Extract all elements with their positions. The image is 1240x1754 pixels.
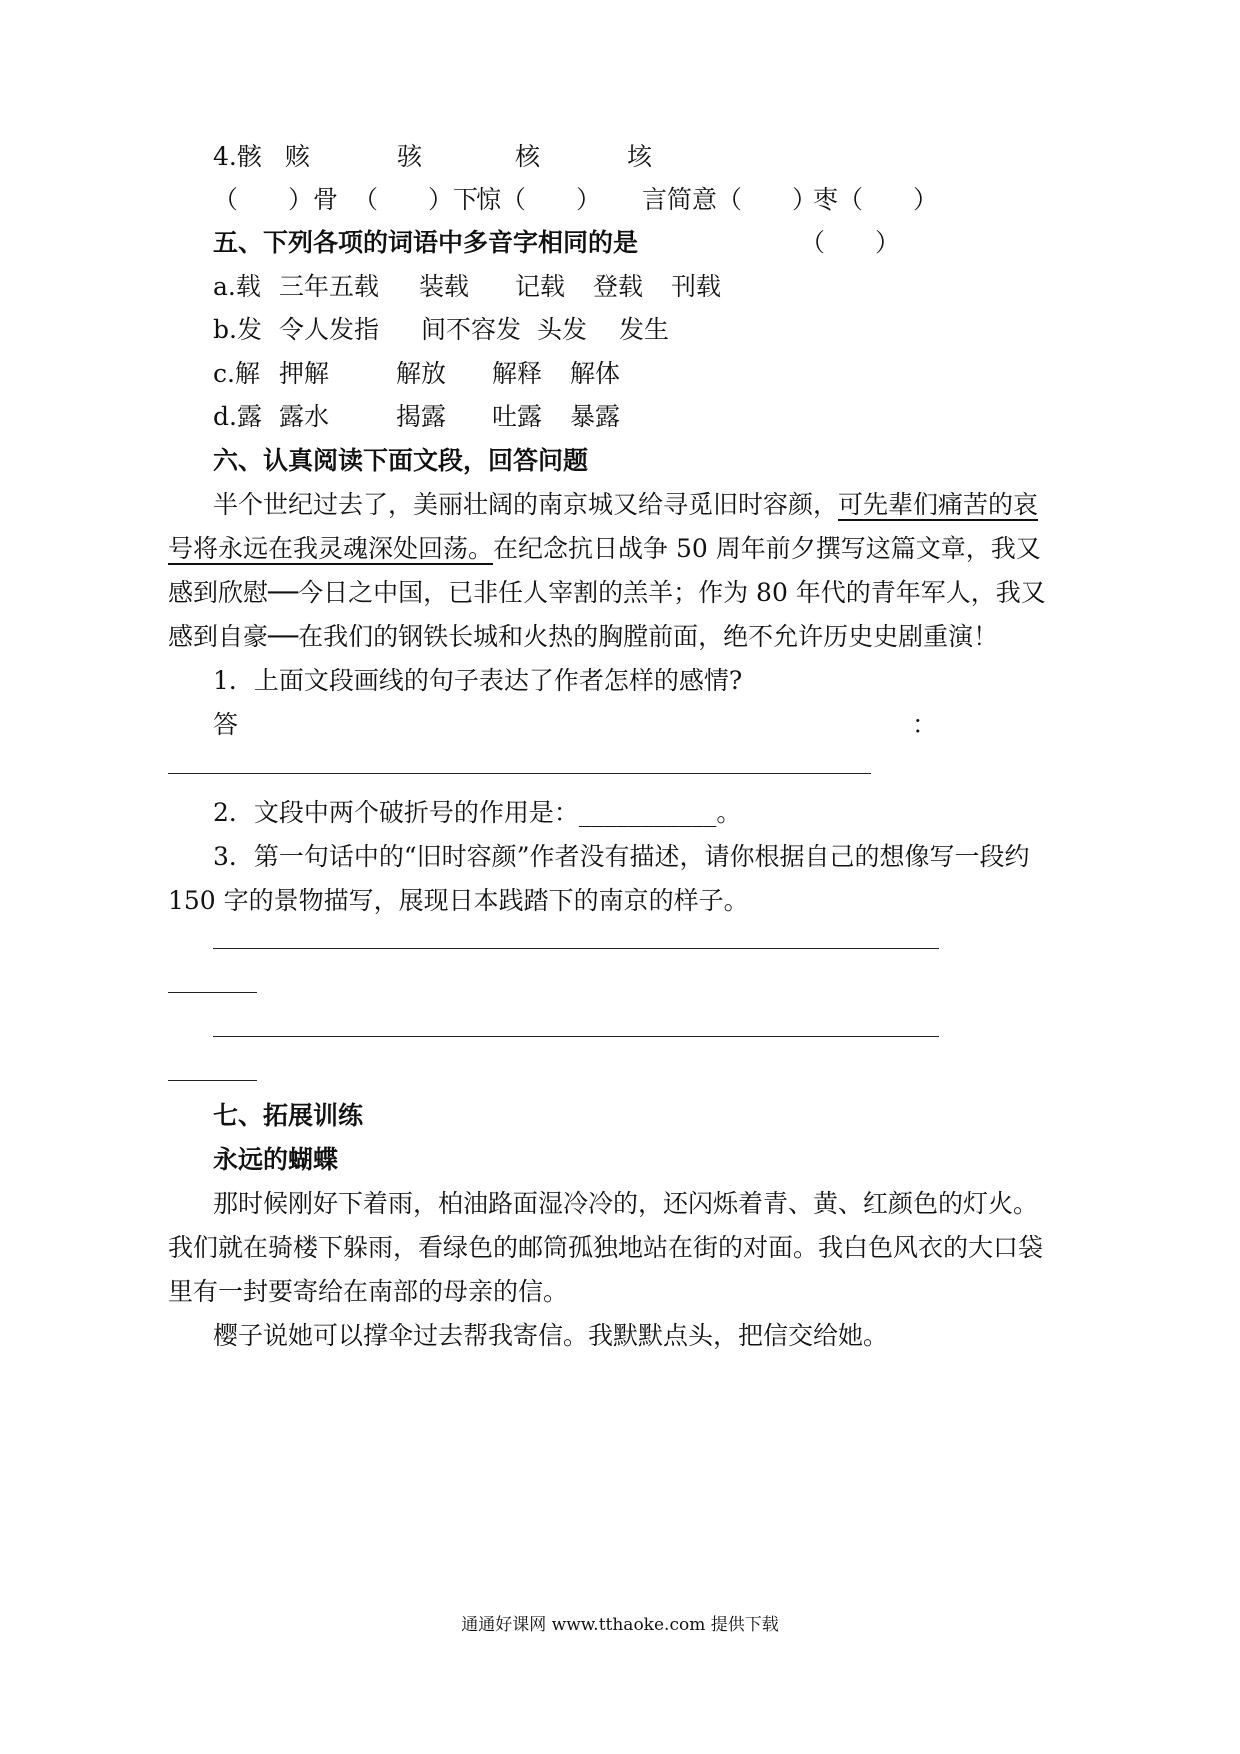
q4-char-row (213, 140, 652, 174)
option-word: 间不容发 (421, 315, 522, 344)
q5-title: 五、下列各项的词语中多音字相同的是 (213, 228, 639, 257)
option-word: 刊载 (671, 272, 722, 301)
q4-char: 赅 (285, 142, 311, 171)
q6-question-3: 3．第一句话中的“旧时容颜”作者没有描述，请你根据自己的想像写一段约 (213, 842, 1030, 871)
passage-line: 感到自豪──在我们的钢铁长城和火热的胸膛前面，绝不允许历史史剧重演！ (168, 622, 999, 651)
option-word: 发生 (619, 315, 670, 344)
underlined-sentence: 号将永远在我灵魂深处回荡。 (168, 534, 494, 563)
answer-label: 答 (213, 710, 239, 739)
story-line: 樱子说她可以撑伞过去帮我寄信。我默默点头，把信交给她。 (213, 1321, 889, 1350)
q4-char: 垓 (627, 142, 653, 171)
option-label: d.露 (213, 402, 262, 431)
q5-option-b (213, 313, 669, 347)
q4-blank: （ ）下 (353, 185, 479, 214)
q6-question-1: 1．上面文段画线的句子表达了作者怎样的感情? (213, 666, 743, 695)
passage-text: 半个世纪过去了，美丽壮阔的南京城又给寻觅旧时容颜， (213, 490, 839, 519)
option-word: 头发 (537, 315, 588, 344)
passage-line: 感到欣慰──今日之中国，已非任人宰割的羔羊；作为 80 年代的青年军人，我又 (168, 578, 1046, 607)
writing-line (168, 1080, 257, 1081)
q5-option-a (213, 270, 721, 304)
underlined-sentence: 可先辈们痛苦的哀 (838, 490, 1039, 519)
q4-blank: 枣（ ） (813, 185, 939, 214)
writing-line (213, 1036, 939, 1037)
q6-title: 六、认真阅读下面文段，回答问题 (213, 446, 589, 475)
option-label: c.解 (213, 359, 260, 388)
q4-char: 核 (515, 142, 541, 171)
q4-blank: 言简意（ ） (642, 185, 818, 214)
q4-blank: 惊（ ） (476, 185, 602, 214)
option-word: 解放 (396, 359, 447, 388)
option-word: 令人发指 (279, 315, 380, 344)
option-word: 解释 (492, 359, 543, 388)
q4-char: 骇 (397, 142, 423, 171)
passage-line (213, 488, 1038, 522)
option-word: 吐露 (492, 402, 543, 431)
option-word: 三年五载 (279, 272, 380, 301)
option-word: 押解 (279, 359, 330, 388)
passage-line (168, 532, 1041, 566)
story-line: 里有一封要寄给在南部的母亲的信。 (168, 1277, 569, 1306)
q6-question-3-cont: 150 字的景物描写，展现日本践踏下的南京的样子。 (168, 886, 749, 915)
answer-colon: ： (912, 710, 938, 739)
story-line: 我们就在骑楼下躲雨，看绿色的邮筒孤独地站在街的对面。我白色风衣的大口袋 (168, 1233, 1044, 1262)
q6-question-2: 2．文段中两个破折号的作用是：___________。 (213, 798, 742, 827)
passage-text: 在纪念抗日战争 50 周年前夕撰写这篇文章，我又 (493, 534, 1041, 563)
option-label: b.发 (213, 315, 262, 344)
q7-title: 七、拓展训练 (213, 1101, 364, 1130)
q5-option-c (213, 357, 620, 391)
writing-line (213, 948, 939, 949)
option-word: 登载 (593, 272, 644, 301)
option-label: a.载 (213, 272, 261, 301)
option-word: 解体 (570, 359, 621, 388)
answer-line (168, 773, 871, 774)
option-word: 记载 (515, 272, 566, 301)
q4-blank-row (213, 183, 938, 217)
page-footer: 通通好课网 www.tthaoke.com 提供下载 (461, 1615, 779, 1635)
option-word: 装载 (419, 272, 470, 301)
option-word: 暴露 (570, 402, 621, 431)
q4-blank: （ ）骨 (213, 185, 339, 214)
q5-answer-paren: （ ） (800, 228, 901, 257)
option-word: 揭露 (396, 402, 447, 431)
q5-option-d (213, 400, 620, 434)
story-title: 永远的蝴蝶 (213, 1145, 339, 1174)
q4-char: 4.骸 (213, 142, 262, 171)
writing-line (168, 992, 257, 993)
story-line: 那时候刚好下着雨，柏油路面湿冷冷的，还闪烁着青、黄、红颜色的灯火。 (213, 1189, 1039, 1218)
option-word: 露水 (279, 402, 330, 431)
